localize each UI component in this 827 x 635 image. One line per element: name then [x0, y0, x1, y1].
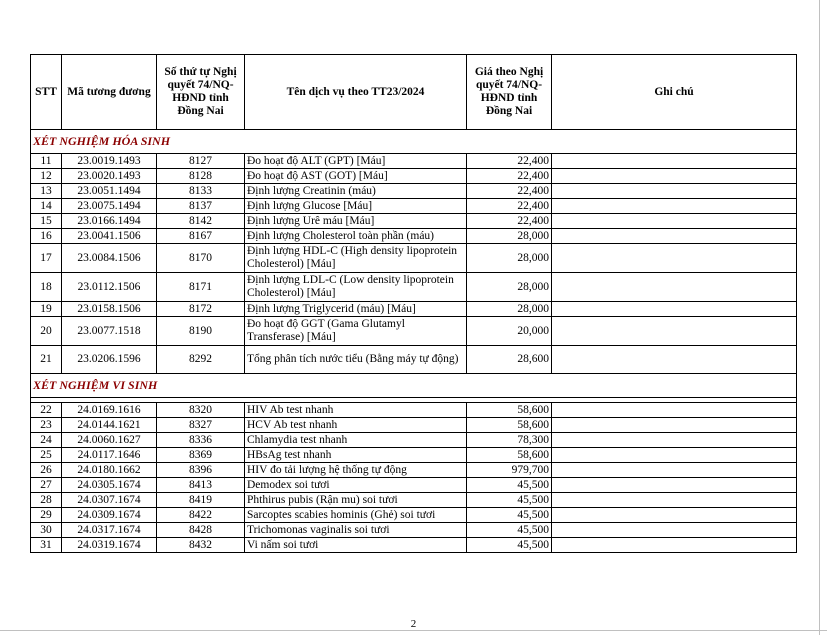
table-row	[31, 154, 797, 169]
cell-so-thu-tu: 8172	[157, 302, 245, 317]
cell-ma-tuong-duong: 23.0041.1506	[62, 229, 157, 244]
cell-so-thu-tu: 8396	[157, 463, 245, 478]
cell-so-thu-tu: 8369	[157, 448, 245, 463]
table-row	[31, 433, 797, 448]
cell-ma-tuong-duong: 23.0020.1493	[62, 169, 157, 184]
cell-stt: 24	[31, 433, 62, 448]
cell-gia: 28,000	[467, 273, 552, 302]
cell-ten-dich-vu: Đo hoạt độ ALT (GPT) [Máu]	[245, 154, 467, 169]
cell-ma-tuong-duong: 23.0019.1493	[62, 154, 157, 169]
cell-ten-dich-vu: Định lượng Triglycerid (máu) [Máu]	[245, 302, 467, 317]
cell-ghi-chu	[552, 478, 797, 493]
cell-ten-dich-vu: Đo hoạt độ GGT (Gama Glutamyl Transferase) [Máu]	[245, 317, 467, 346]
cell-gia: 45,500	[467, 478, 552, 493]
cell-gia: 45,500	[467, 523, 552, 538]
cell-gia: 20,000	[467, 317, 552, 346]
cell-ma-tuong-duong: 24.0060.1627	[62, 433, 157, 448]
cell-ghi-chu	[552, 199, 797, 214]
cell-so-thu-tu: 8133	[157, 184, 245, 199]
table-row	[31, 403, 797, 418]
cell-ghi-chu	[552, 346, 797, 374]
header-ma-tuong-duong: Mã tương đương	[62, 55, 157, 130]
cell-ghi-chu	[552, 418, 797, 433]
cell-stt: 25	[31, 448, 62, 463]
cell-ma-tuong-duong: 24.0305.1674	[62, 478, 157, 493]
cell-stt: 28	[31, 493, 62, 508]
table-row	[31, 493, 797, 508]
table-row	[31, 448, 797, 463]
cell-stt: 11	[31, 154, 62, 169]
cell-stt: 27	[31, 478, 62, 493]
cell-ten-dich-vu: Định lượng LDL-C (Low density lipoprotein Cholesterol) [Máu]	[245, 273, 467, 302]
header-ghi-chu: Ghi chú	[552, 55, 797, 130]
cell-stt: 21	[31, 346, 62, 374]
cell-ma-tuong-duong: 24.0144.1621	[62, 418, 157, 433]
cell-ten-dich-vu: Tổng phân tích nước tiểu (Bằng máy tự động)	[245, 346, 467, 374]
cell-stt: 13	[31, 184, 62, 199]
cell-ma-tuong-duong: 23.0075.1494	[62, 199, 157, 214]
cell-gia: 45,500	[467, 508, 552, 523]
cell-gia: 28,600	[467, 346, 552, 374]
cell-ghi-chu	[552, 317, 797, 346]
cell-ghi-chu	[552, 433, 797, 448]
table-header-row	[31, 55, 797, 130]
cell-ten-dich-vu: HIV đo tải lượng hệ thống tự động	[245, 463, 467, 478]
cell-stt: 19	[31, 302, 62, 317]
header-ten-dich-vu: Tên dịch vụ theo TT23/2024	[245, 55, 467, 130]
cell-gia: 22,400	[467, 154, 552, 169]
cell-ten-dich-vu: HCV Ab test nhanh	[245, 418, 467, 433]
cell-gia: 58,600	[467, 448, 552, 463]
cell-ghi-chu	[552, 448, 797, 463]
cell-stt: 26	[31, 463, 62, 478]
cell-stt: 16	[31, 229, 62, 244]
cell-gia: 45,500	[467, 538, 552, 553]
price-table	[30, 54, 797, 553]
section-heading-row	[31, 374, 797, 398]
section-title: XÉT NGHIỆM HÓA SINH	[33, 133, 171, 148]
cell-ghi-chu	[552, 493, 797, 508]
cell-gia: 58,600	[467, 403, 552, 418]
cell-stt: 22	[31, 403, 62, 418]
header-so-thu-tu: Số thứ tự Nghị quyết 74/NQ-HĐND tỉnh Đồng Nai	[157, 55, 245, 130]
cell-ghi-chu	[552, 229, 797, 244]
cell-ma-tuong-duong: 23.0051.1494	[62, 184, 157, 199]
table-row	[31, 317, 797, 346]
cell-ten-dich-vu: Trichomonas vaginalis soi tươi	[245, 523, 467, 538]
cell-ten-dich-vu: Vi nấm soi tươi	[245, 538, 467, 553]
table-row	[31, 302, 797, 317]
table-row	[31, 418, 797, 433]
cell-ma-tuong-duong: 23.0077.1518	[62, 317, 157, 346]
cell-so-thu-tu: 8137	[157, 199, 245, 214]
table-row	[31, 229, 797, 244]
cell-ten-dich-vu: Đo hoạt độ AST (GOT) [Máu]	[245, 169, 467, 184]
cell-stt: 14	[31, 199, 62, 214]
cell-ten-dich-vu: Chlamydia test nhanh	[245, 433, 467, 448]
cell-ten-dich-vu: Demodex soi tươi	[245, 478, 467, 493]
table-row	[31, 478, 797, 493]
cell-ten-dich-vu: Định lượng HDL-C (High density lipoprotein Cholesterol) [Máu]	[245, 244, 467, 273]
cell-ten-dich-vu: Định lượng Cholesterol toàn phần (máu)	[245, 229, 467, 244]
cell-ghi-chu	[552, 508, 797, 523]
cell-so-thu-tu: 8127	[157, 154, 245, 169]
cell-so-thu-tu: 8428	[157, 523, 245, 538]
cell-ma-tuong-duong: 24.0317.1674	[62, 523, 157, 538]
cell-stt: 18	[31, 273, 62, 302]
cell-ma-tuong-duong: 24.0309.1674	[62, 508, 157, 523]
cell-ma-tuong-duong: 23.0166.1494	[62, 214, 157, 229]
cell-stt: 30	[31, 523, 62, 538]
cell-gia: 22,400	[467, 214, 552, 229]
cell-ten-dich-vu: HBsAg test nhanh	[245, 448, 467, 463]
table-row	[31, 538, 797, 553]
cell-ten-dich-vu: Sarcoptes scabies hominis (Ghẻ) soi tươi	[245, 508, 467, 523]
cell-gia: 22,400	[467, 169, 552, 184]
table-row	[31, 169, 797, 184]
cell-stt: 29	[31, 508, 62, 523]
cell-ghi-chu	[552, 523, 797, 538]
cell-ten-dich-vu: Phthirus pubis (Rận mu) soi tươi	[245, 493, 467, 508]
cell-stt: 17	[31, 244, 62, 273]
cell-ghi-chu	[552, 403, 797, 418]
table-row	[31, 214, 797, 229]
page-number: 2	[410, 618, 417, 630]
cell-so-thu-tu: 8167	[157, 229, 245, 244]
cell-so-thu-tu: 8422	[157, 508, 245, 523]
table-row	[31, 199, 797, 214]
cell-ma-tuong-duong: 24.0307.1674	[62, 493, 157, 508]
cell-stt: 12	[31, 169, 62, 184]
cell-gia: 28,000	[467, 244, 552, 273]
cell-gia: 28,000	[467, 229, 552, 244]
cell-ghi-chu	[552, 184, 797, 199]
table-row	[31, 463, 797, 478]
cell-stt: 23	[31, 418, 62, 433]
table-row	[31, 244, 797, 273]
cell-ten-dich-vu: Định lượng Creatinin (máu)	[245, 184, 467, 199]
cell-ghi-chu	[552, 273, 797, 302]
cell-so-thu-tu: 8190	[157, 317, 245, 346]
cell-so-thu-tu: 8327	[157, 418, 245, 433]
cell-ma-tuong-duong: 23.0158.1506	[62, 302, 157, 317]
cell-so-thu-tu: 8413	[157, 478, 245, 493]
cell-gia: 22,400	[467, 199, 552, 214]
cell-so-thu-tu: 8128	[157, 169, 245, 184]
table-row	[31, 184, 797, 199]
section-title: XÉT NGHIỆM VI SINH	[33, 377, 158, 392]
page-edge-right	[819, 0, 820, 635]
page-edge-bottom	[0, 630, 827, 631]
cell-stt: 20	[31, 317, 62, 346]
cell-ten-dich-vu: HIV Ab test nhanh	[245, 403, 467, 418]
table-row	[31, 273, 797, 302]
table-row	[31, 508, 797, 523]
cell-gia: 78,300	[467, 433, 552, 448]
cell-ten-dich-vu: Định lượng Glucose [Máu]	[245, 199, 467, 214]
section-heading-row	[31, 130, 797, 154]
table-row	[31, 523, 797, 538]
cell-gia: 22,400	[467, 184, 552, 199]
cell-ma-tuong-duong: 23.0084.1506	[62, 244, 157, 273]
cell-ma-tuong-duong: 24.0117.1646	[62, 448, 157, 463]
cell-so-thu-tu: 8142	[157, 214, 245, 229]
cell-ghi-chu	[552, 463, 797, 478]
header-stt: STT	[31, 55, 62, 130]
cell-ma-tuong-duong: 24.0169.1616	[62, 403, 157, 418]
cell-ghi-chu	[552, 154, 797, 169]
cell-ten-dich-vu: Định lượng Urê máu [Máu]	[245, 214, 467, 229]
cell-ghi-chu	[552, 538, 797, 553]
cell-ghi-chu	[552, 169, 797, 184]
cell-so-thu-tu: 8292	[157, 346, 245, 374]
cell-ghi-chu	[552, 244, 797, 273]
cell-gia: 45,500	[467, 493, 552, 508]
cell-stt: 15	[31, 214, 62, 229]
cell-gia: 979,700	[467, 463, 552, 478]
cell-ma-tuong-duong: 24.0180.1662	[62, 463, 157, 478]
cell-ghi-chu	[552, 214, 797, 229]
cell-so-thu-tu: 8320	[157, 403, 245, 418]
cell-gia: 28,000	[467, 302, 552, 317]
cell-gia: 58,600	[467, 418, 552, 433]
cell-so-thu-tu: 8432	[157, 538, 245, 553]
cell-so-thu-tu: 8336	[157, 433, 245, 448]
cell-so-thu-tu: 8171	[157, 273, 245, 302]
cell-so-thu-tu: 8170	[157, 244, 245, 273]
header-gia: Giá theo Nghị quyết 74/NQ-HĐND tỉnh Đồng Nai	[467, 55, 552, 130]
cell-ma-tuong-duong: 24.0319.1674	[62, 538, 157, 553]
table-row	[31, 346, 797, 374]
table-body	[31, 130, 797, 553]
cell-ghi-chu	[552, 302, 797, 317]
cell-ma-tuong-duong: 23.0206.1596	[62, 346, 157, 374]
cell-ma-tuong-duong: 23.0112.1506	[62, 273, 157, 302]
cell-so-thu-tu: 8419	[157, 493, 245, 508]
cell-stt: 31	[31, 538, 62, 553]
